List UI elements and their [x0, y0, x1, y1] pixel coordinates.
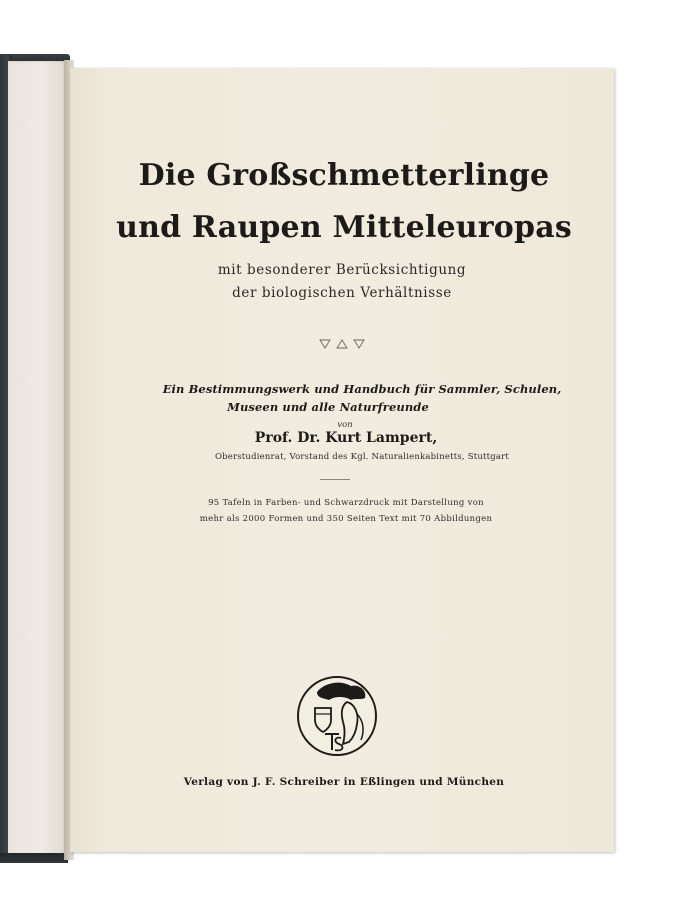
author-role: Oberstudienrat, Vorstand des Kgl. Naturalienkabinetts, Stuttgart	[214, 452, 510, 462]
description-line-1: Ein Bestimmungswerk und Handbuch für Sammler, Schulen,	[162, 382, 562, 396]
author-name: Prof. Dr. Kurt Lampert,	[254, 430, 438, 446]
triangle-ornament-icon	[318, 339, 366, 349]
plates-info-line-1: 95 Tafeln in Farben- und Schwarzdruck mit Darstellung von	[208, 498, 484, 508]
title-page	[70, 68, 614, 852]
description-line-2: Museen und alle Naturfreunde	[227, 400, 429, 414]
book-title-line-1: Die Großschmetterlinge	[138, 158, 550, 193]
subtitle-line-1: mit besonderer Berücksichtigung	[217, 262, 467, 278]
left-flyleaf-page	[8, 61, 68, 856]
cover-bottom-edge	[0, 853, 68, 863]
publisher-line: Verlag von J. F. Schreiber in Eßlingen und München	[183, 776, 505, 788]
divider-rule	[320, 479, 350, 480]
book-title-line-2: und Raupen Mitteleuropas	[116, 210, 572, 245]
by-label: von	[337, 420, 353, 430]
publisher-emblem-icon	[295, 674, 379, 758]
subtitle-line-2: der biologischen Verhältnisse	[232, 285, 452, 301]
plates-info-line-2: mehr als 2000 Formen und 350 Seiten Text mit 70 Abbildungen	[199, 514, 493, 524]
